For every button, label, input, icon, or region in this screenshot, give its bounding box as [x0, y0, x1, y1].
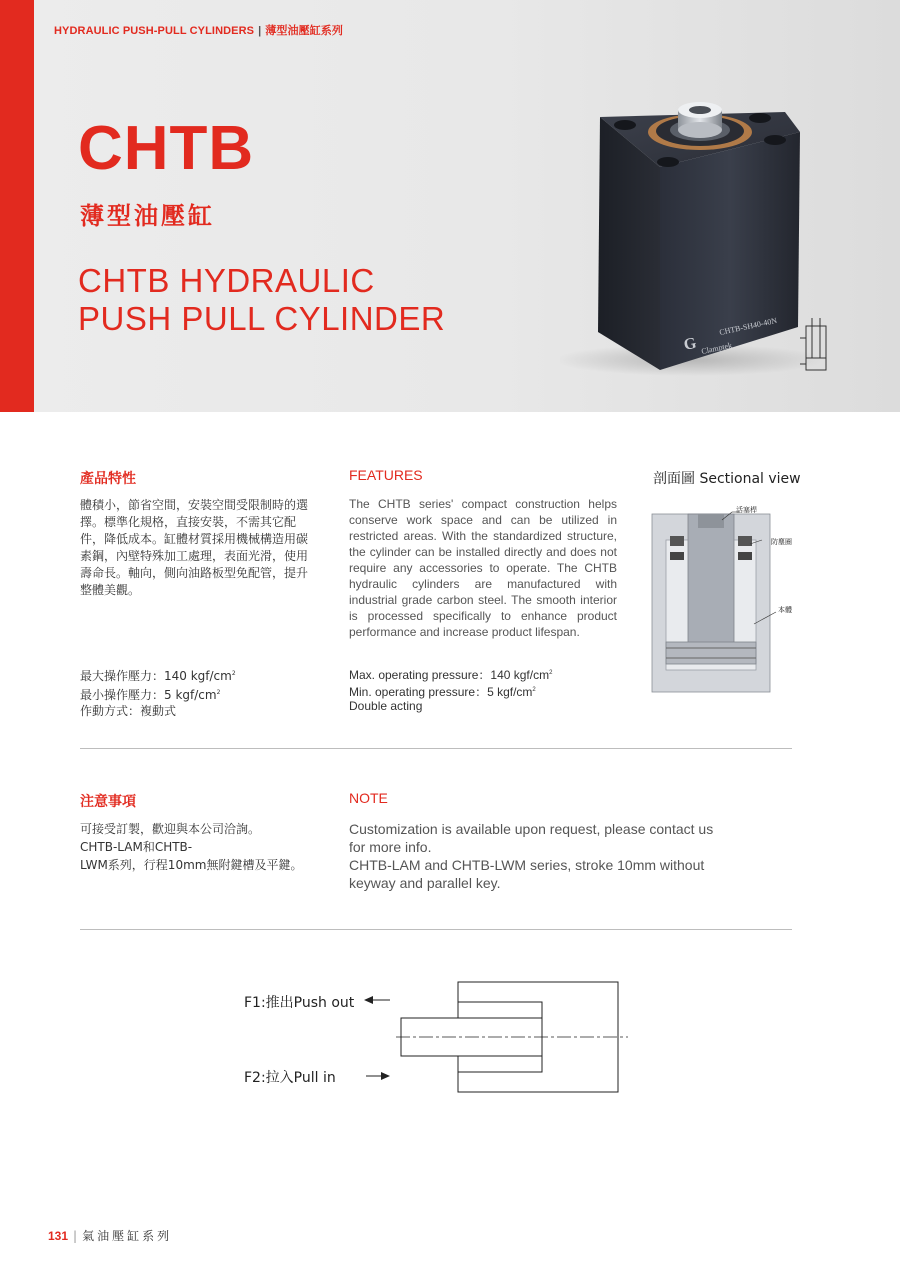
spec-cn-max-label: 最大操作壓力：140 kgf/cm	[80, 669, 232, 683]
series-header	[54, 22, 343, 38]
footer-separator: |	[73, 1229, 78, 1243]
push-arrow-icon	[364, 996, 373, 1004]
spec-en-max-label: Max. operating pressure：140 kgf/cm	[349, 668, 550, 682]
features-en-body: The CHTB series' compact construction helps conserve work space and can be utilized in restricted areas. With the standardized structure, the cylinder can be installed directly and does not require any accessories to operate. The CHTB hydraulic cylinders are manufactured with industrial grade carbon steel. The smooth interior is processed specifically to enhance product performance and increase product lifespan.	[349, 497, 617, 639]
section-divider	[80, 929, 792, 930]
spec-cn-min-label: 最小操作壓力：5 kgf/cm	[80, 688, 217, 702]
spec-cn-action: 作動方式：複動式	[80, 704, 177, 718]
series-title-cn: 薄型油壓缸系列	[265, 25, 343, 37]
note-en-line: CHTB-LAM and CHTB-LWM series, stroke 10mm without	[349, 857, 705, 873]
spec-en-action: Double acting	[349, 699, 423, 713]
spec-en-min-label: Min. operating pressure：5 kgf/cm	[349, 685, 533, 699]
spec-cn-max	[80, 665, 236, 685]
page-number: 131	[48, 1229, 69, 1243]
unit-superscript: 2	[549, 670, 553, 676]
features-en-heading: FEATURES	[349, 467, 423, 483]
sectional-view-title: 剖面圖 Sectional view	[653, 471, 801, 487]
label-piston-rod: 活塞桿	[736, 506, 757, 514]
unit-superscript: 2	[532, 687, 536, 693]
section-divider	[80, 748, 792, 749]
product-engraving: CHTB-SH40-40N	[718, 315, 778, 337]
spec-cn-min	[80, 684, 220, 704]
cylinder-symbol-icon	[796, 318, 836, 378]
features-cn-body: 體積小，節省空間，安裝空間受限制時的選擇。標準化規格，直接安裝，不需其它配件，降低成本。缸體材質採用機械構造用碳素鋼，內壁特殊加工處理，表面光滑，使用壽命長。軸向，側向油路板型免配管，提升整體美觀。	[80, 498, 309, 597]
product-title-line1: CHTB HYDRAULIC	[78, 262, 375, 299]
note-en-body	[349, 820, 713, 892]
note-cn-heading: 注意事項	[80, 794, 136, 810]
note-en-line: for more info.	[349, 839, 432, 855]
features-cn-heading: 產品特性	[80, 471, 136, 487]
note-cn-line: CHTB-LAM和CHTB-	[80, 840, 193, 854]
unit-superscript: 2	[231, 670, 236, 677]
page-footer	[48, 1227, 172, 1244]
product-brand: Clamptek	[700, 340, 733, 356]
footer-category: 氣油壓缸系列	[82, 1229, 173, 1243]
accent-strip	[0, 0, 34, 412]
unit-superscript: 2	[216, 689, 221, 696]
pull-arrow-icon	[381, 1072, 390, 1080]
brand-logo-icon: G	[682, 334, 699, 354]
product-title-en	[78, 262, 445, 338]
note-en-line: Customization is available upon request, please contact us	[349, 821, 714, 837]
note-en-line: keyway and parallel key.	[349, 875, 501, 891]
label-dust-ring: 防塵圈	[771, 538, 792, 546]
note-cn-line: 可接受訂製，歡迎與本公司洽詢。	[80, 822, 261, 836]
model-code: CHTB	[78, 114, 255, 183]
sectional-view-diagram	[650, 500, 810, 696]
note-en-heading: NOTE	[349, 790, 388, 806]
push-out-label: F1:推出Push out	[244, 995, 355, 1011]
note-cn-line: LWM系列，行程10mm無附鍵槽及平鍵。	[80, 858, 303, 872]
product-title-line2: PUSH PULL CYLINDER	[78, 300, 446, 337]
model-name-cn: 薄型油壓缸	[80, 202, 215, 230]
series-separator: |	[258, 25, 262, 37]
cylinder-product-image	[560, 92, 820, 382]
force-direction-diagram	[230, 975, 670, 1105]
note-cn-body	[80, 820, 302, 874]
label-body: 本體	[778, 606, 792, 614]
pull-in-label: F2:拉入Pull in	[244, 1070, 336, 1086]
series-title-en: HYDRAULIC PUSH-PULL CYLINDERS	[54, 25, 255, 37]
